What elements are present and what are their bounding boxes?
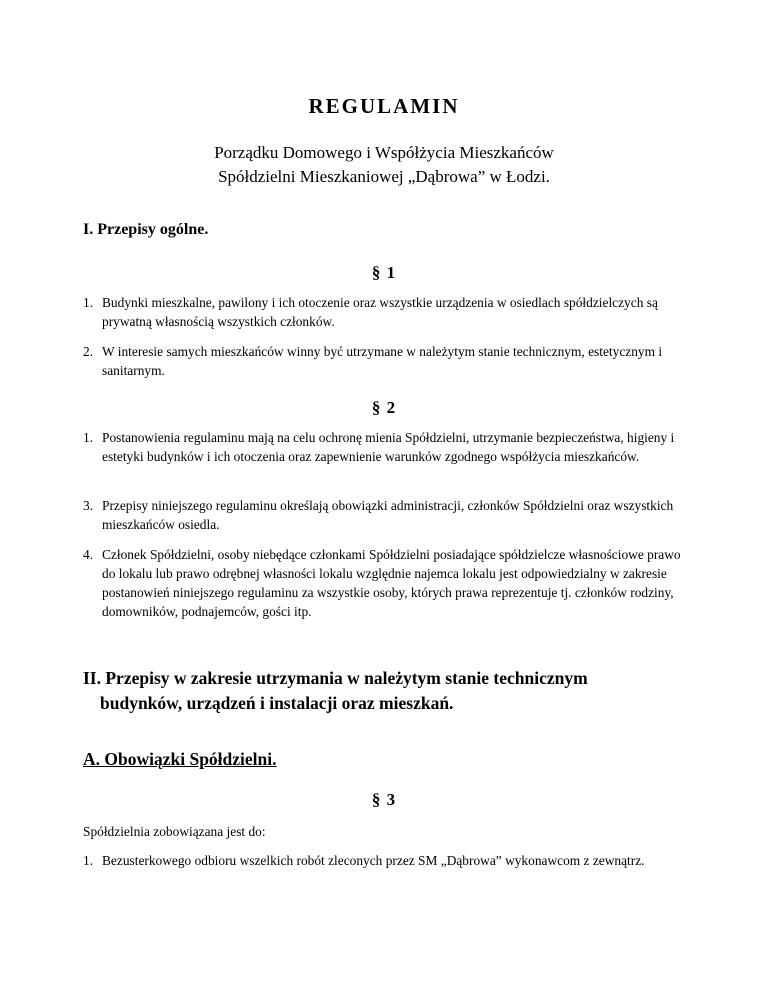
section-2-heading-line2: budynków, urządzeń i instalacji oraz mieszkań. <box>100 693 454 713</box>
list-item-text: Budynki mieszkalne, pawilony i ich otoczenie oraz wszystkie urządzenia w osiedlach spółdzielczych są prywatną własnością wszystkich członków. <box>102 295 658 329</box>
list-item-number: 1. <box>83 853 94 868</box>
subsection-a-heading: A. Obowiązki Spółdzielni. <box>83 749 277 769</box>
paragraph-2-mark: § 2 <box>371 398 397 417</box>
section-2-heading-line1: II. Przepisy w zakresie utrzymania w należytym stanie technicznym <box>83 668 588 688</box>
document-subtitle-line1: Porządku Domowego i Współżycia Mieszkańców <box>214 143 554 162</box>
list-item-number: 2. <box>83 344 94 359</box>
paragraph-3-mark: § 3 <box>371 790 397 809</box>
list-item <box>83 496 683 534</box>
section-1-heading: I. Przepisy ogólne. <box>83 221 209 238</box>
document-title: REGULAMIN <box>308 94 460 118</box>
list-item-text: Bezusterkowego odbioru wszelkich robót zleconych przez SM „Dąbrowa” wykonawcom z zewnątrz. <box>102 853 645 868</box>
paragraph-3-intro: Spółdzielnia zobowiązana jest do: <box>83 824 266 839</box>
list-item <box>83 851 683 870</box>
paragraph-1-mark: § 1 <box>371 263 397 282</box>
document-subtitle-line2: Spółdzielni Mieszkaniowej „Dąbrowa” w Łodzi. <box>218 167 550 186</box>
list-item-number: 4. <box>83 547 94 562</box>
list-item-number: 1. <box>83 295 94 310</box>
list-item-number: 3. <box>83 498 94 513</box>
list-item-number: 1. <box>83 430 94 445</box>
list-item <box>83 428 683 466</box>
section-2-heading <box>83 666 588 716</box>
list-item-text: Postanowienia regulaminu mają na celu ochronę mienia Spółdzielni, utrzymanie bezpieczeństwa, higieny i estetyki budynków i ich otoczenia oraz zapewnienie warunków zgodnego współżycia mieszkańców. <box>102 430 675 464</box>
list-item-text: Członek Spółdzielni, osoby niebędące członkami Spółdzielni posiadające spółdzielcze własnościowe prawo do lokalu lub prawo odrębnej własności lokalu względnie najemca lokalu jest odpowiedzialny w zakresie postanowień niniejszego regulaminu za wszystkie osoby, których prawa reprezentuje tj. członków rodziny, domowników, podnajemców, gości itp. <box>102 547 681 619</box>
list-item <box>83 342 683 380</box>
list-item-text: W interesie samych mieszkańców winny być utrzymane w należytym stanie technicznym, estetycznym i sanitarnym. <box>102 344 663 378</box>
list-item-text: Przepisy niniejszego regulaminu określają obowiązki administracji, członków Spółdzielni oraz wszystkich mieszkańców osiedla. <box>102 498 674 532</box>
list-item <box>83 293 683 331</box>
list-item <box>83 545 683 621</box>
